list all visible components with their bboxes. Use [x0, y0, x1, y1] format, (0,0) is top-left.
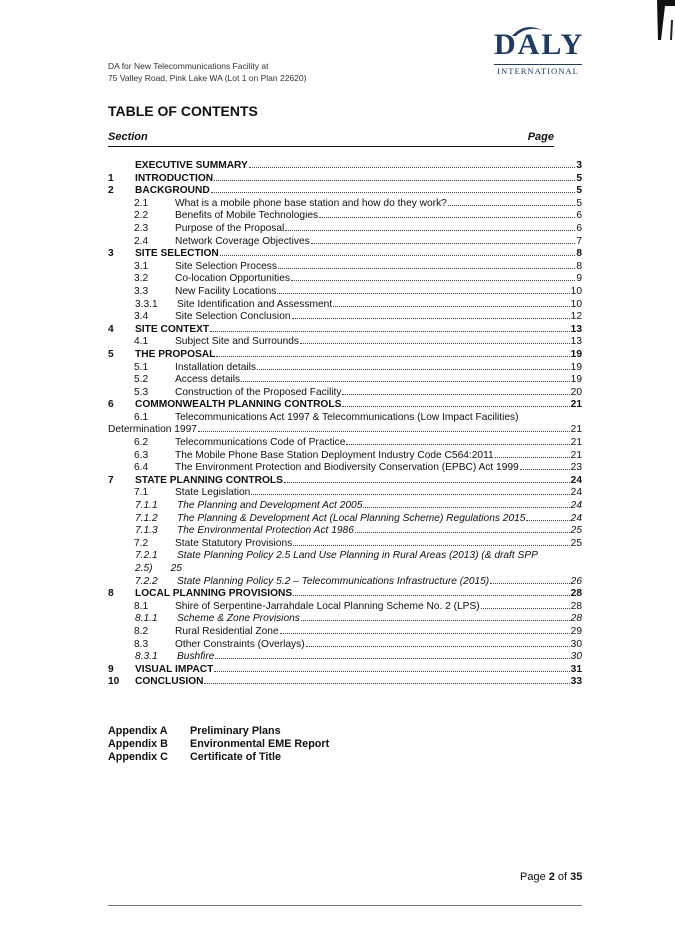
toc-entry-page: 24 [570, 487, 582, 499]
toc-entry[interactable] [108, 374, 582, 387]
toc-entry[interactable] [108, 336, 582, 349]
toc-entry-number: 7 [108, 474, 114, 486]
toc-entry-page: 24 [570, 512, 582, 524]
page-title: TABLE OF CONTENTS [108, 103, 258, 119]
dot-leader [284, 482, 570, 483]
dot-leader [490, 583, 569, 584]
toc-entry-title: SITE CONTEXT [135, 323, 210, 335]
toc-entry-title: SITE SELECTION [135, 248, 219, 260]
toc-entry-number: 3.1 [134, 260, 149, 272]
page-number [520, 871, 582, 883]
dot-leader [285, 230, 575, 231]
toc-entry-page: 9 [576, 273, 582, 285]
toc-entry-number: 5.3 [134, 386, 149, 398]
dot-leader [211, 192, 576, 193]
toc-entry[interactable] [108, 286, 582, 299]
dot-leader [220, 255, 576, 256]
toc-entry[interactable] [108, 538, 582, 551]
toc-entry-page: 5 [576, 185, 582, 197]
dot-leader [210, 331, 570, 332]
logo-word: DALY [494, 28, 585, 61]
toc-entry-title: Site Selection Conclusion [175, 311, 291, 323]
toc-entry[interactable] [108, 273, 582, 286]
toc-entry[interactable] [108, 210, 582, 223]
toc-entry-number: 2.3 [134, 222, 149, 234]
toc-entry[interactable] [108, 588, 582, 601]
toc-entry-title: Network Coverage Objectives [175, 235, 310, 247]
toc-entry[interactable] [108, 349, 582, 362]
toc-entry-number: 1 [108, 172, 114, 184]
toc-entry-title-continued: 2.5) [135, 563, 153, 574]
toc-entry[interactable] [108, 550, 582, 563]
toc-entry-continuation[interactable] [108, 563, 582, 576]
toc-entry-title: VISUAL IMPACT [135, 663, 214, 675]
dot-leader [355, 532, 570, 533]
dot-leader [278, 268, 575, 269]
toc-entry-title: State Planning Policy 2.5 Land Use Planning in Rural Areas (2013) (& draft SPP [177, 550, 538, 562]
toc-entry-page: 10 [570, 298, 582, 310]
dot-leader [342, 406, 569, 407]
toc-entry-title: EXECUTIVE SUMMARY [135, 160, 248, 171]
toc-entry-page: 21 [570, 449, 582, 461]
toc-entry-title: CONCLUSION [135, 676, 204, 688]
toc-entry-page: 23 [570, 462, 582, 474]
toc-entry[interactable] [108, 437, 582, 450]
toc-entry[interactable] [108, 160, 582, 173]
toc-entry-page: 20 [570, 386, 582, 398]
dot-leader [301, 620, 570, 621]
appendix-item[interactable] [108, 738, 329, 751]
toc-entry[interactable] [108, 399, 582, 412]
page-column-header: Page [527, 131, 554, 143]
dot-leader [215, 658, 569, 659]
toc-entry[interactable] [108, 651, 582, 664]
toc-entry-page: 5 [576, 172, 582, 184]
toc-entry-number: 7.2 [134, 537, 149, 549]
toc-entry-number: 5.2 [134, 374, 149, 386]
toc-entry-page: 10 [570, 285, 582, 297]
toc-entry-title: Installation details [175, 361, 256, 373]
toc-entry-title: LOCAL PLANNING PROVISIONS [135, 588, 293, 600]
toc-entry-title: THE PROPOSAL [135, 348, 216, 360]
toc-entry-title: Construction of the Proposed Facility [175, 386, 342, 398]
table-of-contents [108, 160, 582, 689]
appendix-title: Preliminary Plans [190, 725, 281, 737]
header-line-2: 75 Valley Road, Pink Lake WA (Lot 1 on Plan 22620) [108, 73, 307, 83]
toc-entry-page: 13 [570, 323, 582, 335]
toc-entry[interactable] [108, 475, 582, 488]
toc-entry[interactable] [108, 223, 582, 236]
dot-leader [214, 671, 569, 672]
dot-leader [291, 280, 575, 281]
dot-leader [526, 520, 569, 521]
toc-entry[interactable] [108, 324, 582, 337]
toc-entry-page: 24 [570, 474, 582, 486]
toc-entry[interactable] [108, 198, 582, 211]
toc-entry-continuation[interactable] [108, 424, 582, 437]
toc-entry-page: 30 [570, 651, 582, 663]
toc-entry[interactable] [108, 487, 582, 500]
toc-entry-title: The Mobile Phone Base Station Deployment Industry Code C564:2011 [175, 449, 494, 461]
toc-entry-title: Bushfire [177, 651, 215, 663]
toc-entry[interactable] [108, 248, 582, 261]
toc-entry-title: Co-location Opportunities [175, 273, 290, 285]
toc-entry-number: 8.3.1 [135, 651, 158, 663]
dot-leader [363, 507, 569, 508]
toc-entry-number: 9 [108, 663, 114, 675]
daly-international-logo [492, 20, 584, 76]
appendix-list [108, 725, 329, 764]
toc-entry-page: 24 [570, 500, 582, 512]
dot-leader [204, 683, 569, 684]
toc-entry[interactable] [108, 362, 582, 375]
dot-leader [448, 205, 575, 206]
header-line-1: DA for New Telecommunications Facility at [108, 61, 269, 71]
toc-entry-title: What is a mobile phone base station and how do they work? [175, 197, 447, 209]
toc-entry[interactable] [108, 261, 582, 274]
dot-leader [481, 608, 570, 609]
toc-entry-number: 3 [108, 248, 114, 260]
toc-entry[interactable] [108, 236, 582, 249]
toc-entry[interactable] [108, 387, 582, 400]
toc-entry-page: 21 [570, 437, 582, 449]
toc-entry[interactable] [108, 601, 582, 614]
toc-entry-title: STATE PLANNING CONTROLS [135, 474, 283, 486]
toc-entry-title: New Facility Locations [175, 285, 277, 297]
toc-entry-number: 3.4 [134, 311, 149, 323]
appendix-label: Appendix C [108, 751, 168, 763]
toc-entry-number: 4.1 [134, 336, 149, 348]
toc-entry-title: COMMONWEALTH PLANNING CONTROLS [135, 399, 342, 411]
toc-entry-page: 26 [570, 575, 582, 587]
dot-leader [257, 369, 570, 370]
toc-entry[interactable] [108, 500, 582, 513]
page-of: of [554, 871, 571, 883]
toc-entry-page: 19 [570, 374, 582, 386]
toc-entry-number: 7.1.2 [135, 512, 158, 524]
toc-entry-title-continued: Determination 1997 [108, 424, 197, 436]
dot-leader [311, 243, 576, 244]
toc-entry-number: 6.3 [134, 449, 149, 461]
dot-leader [241, 381, 570, 382]
toc-entry-title: INTRODUCTION [135, 172, 214, 184]
toc-entry-number: 3.2 [134, 273, 149, 285]
toc-entry-number: 3.3 [134, 285, 149, 297]
toc-entry-page: 13 [570, 336, 582, 348]
toc-entry-page: 33 [570, 676, 582, 688]
dot-leader [346, 444, 569, 445]
toc-entry-page: 5 [576, 197, 582, 209]
toc-entry[interactable] [108, 664, 582, 677]
toc-entry-number: 6.2 [134, 437, 149, 449]
toc-entry-number: 7.1 [134, 487, 149, 499]
toc-entry-page: 19 [570, 348, 582, 360]
toc-entry-number: 8.2 [134, 625, 149, 637]
toc-entry-number: 2.1 [134, 197, 149, 209]
toc-entry-page: 12 [570, 311, 582, 323]
dot-leader [277, 293, 569, 294]
toc-entry-number: 6.1 [134, 411, 149, 423]
toc-entry-title: Access details [175, 374, 241, 386]
toc-entry[interactable] [108, 613, 582, 626]
dot-leader [280, 633, 570, 634]
toc-entry-number: 2 [108, 185, 114, 197]
appendix-title: Certificate of Title [190, 751, 281, 763]
toc-entry-title: Site Identification and Assessment [177, 298, 333, 310]
toc-entry-number: 8.1.1 [135, 613, 158, 625]
toc-entry-number: 7.1.1 [135, 500, 158, 512]
logo-subtitle: INTERNATIONAL [494, 64, 582, 76]
toc-entry[interactable] [108, 676, 582, 689]
dot-leader [292, 318, 570, 319]
toc-entry[interactable] [108, 185, 582, 198]
toc-entry-page: 8 [576, 248, 582, 260]
toc-entry-number: 7.1.3 [135, 525, 158, 537]
toc-entry[interactable] [108, 311, 582, 324]
toc-entry-title: Benefits of Mobile Technologies [175, 210, 319, 222]
appendix-label: Appendix A [108, 725, 168, 737]
toc-entry-page: 6 [576, 210, 582, 222]
appendix-item[interactable] [108, 725, 329, 738]
toc-entry-page: 28 [570, 600, 582, 612]
section-column-header: Section [108, 131, 148, 143]
toc-entry-title: State Statutory Provisions [175, 537, 293, 549]
scan-edge-mark [635, 0, 675, 60]
toc-entry[interactable] [108, 513, 582, 526]
toc-entry[interactable] [108, 639, 582, 652]
toc-entry[interactable] [108, 450, 582, 463]
toc-entry-title: BACKGROUND [135, 185, 210, 197]
toc-entry[interactable] [108, 576, 582, 589]
toc-entry[interactable] [108, 626, 582, 639]
toc-entry-page: 25 [570, 537, 582, 549]
toc-entry-number: 3.3.1 [135, 298, 158, 310]
toc-entry[interactable] [108, 173, 582, 186]
toc-entry-title: State Planning Policy 5.2 – Telecommunications Infrastructure (2015) [177, 575, 490, 587]
toc-entry-title: Other Constraints (Overlays) [175, 638, 305, 650]
toc-entry-title: Rural Residential Zone [175, 625, 279, 637]
dot-leader [495, 457, 570, 458]
appendix-label: Appendix B [108, 738, 168, 750]
toc-entry-number: 2.4 [134, 235, 149, 247]
toc-entry-page: 25 [170, 563, 182, 574]
toc-entry-page: 29 [570, 625, 582, 637]
footer-rule [108, 905, 582, 906]
page-current: 2 [548, 871, 555, 883]
toc-entry-number: 10 [108, 676, 120, 688]
toc-entry-number: 5.1 [134, 361, 149, 373]
dot-leader [333, 306, 569, 307]
page-total: 35 [570, 871, 583, 883]
dot-leader [319, 217, 575, 218]
toc-entry-page: 28 [570, 588, 582, 600]
toc-entry-number: 8 [108, 588, 114, 600]
appendix-item[interactable] [108, 751, 329, 764]
dot-leader [342, 394, 569, 395]
toc-entry-page: 3 [576, 160, 582, 171]
toc-entry-title: Subject Site and Surrounds [175, 336, 300, 348]
page-prefix: Page [520, 871, 549, 883]
toc-entry[interactable] [108, 299, 582, 312]
dot-leader [520, 469, 570, 470]
dot-leader [249, 167, 576, 168]
toc-entry-page: 25 [570, 525, 582, 537]
document-header [108, 60, 306, 84]
toc-entry-title: Shire of Serpentine-Jarrahdale Local Planning Scheme No. 2 (LPS) [175, 600, 480, 612]
dot-leader [293, 545, 569, 546]
toc-entry-title: Telecommunications Act 1997 & Telecommunications (Low Impact Facilities) [175, 411, 519, 423]
toc-entry[interactable] [108, 525, 582, 538]
toc-entry-page: 31 [570, 663, 582, 675]
toc-entry-number: 7.2.1 [135, 550, 158, 562]
dot-leader [216, 356, 569, 357]
toc-entry-number: 8.1 [134, 600, 149, 612]
toc-entry-page: 6 [576, 222, 582, 234]
toc-entry-number: 8.3 [134, 638, 149, 650]
dot-leader [214, 180, 575, 181]
toc-entry-page: 28 [570, 613, 582, 625]
toc-entry-number: 4 [108, 323, 114, 335]
toc-entry-title: Telecommunications Code of Practice [175, 437, 346, 449]
toc-entry-title: The Planning & Development Act (Local Planning Scheme) Regulations 2015 [177, 512, 526, 524]
toc-entry-title: The Environment Protection and Biodiversity Conservation (EPBC) Act 1999 [175, 462, 519, 474]
dot-leader [198, 431, 570, 432]
toc-entry-title: Scheme & Zone Provisions [177, 613, 300, 625]
toc-entry-title: Purpose of the Proposal [175, 222, 285, 234]
toc-entry[interactable] [108, 412, 582, 425]
toc-entry-title: The Environmental Protection Act 1986 [177, 525, 354, 537]
dot-leader [251, 494, 569, 495]
toc-entry-title: State Legislation [175, 487, 251, 499]
dot-leader [300, 343, 570, 344]
toc-entry-page: 8 [576, 260, 582, 272]
toc-entry-page: 7 [576, 235, 582, 247]
toc-entry-page: 21 [570, 399, 582, 411]
toc-entry-number: 5 [108, 348, 114, 360]
toc-entry-page: 30 [570, 638, 582, 650]
dot-leader [293, 595, 569, 596]
toc-entry-number: 6 [108, 399, 114, 411]
toc-entry-number: 6.4 [134, 462, 149, 474]
toc-entry-title: The Planning and Development Act 2005 [177, 500, 363, 512]
toc-entry[interactable] [108, 462, 582, 475]
toc-entry-page: 19 [570, 361, 582, 373]
toc-entry-number: 2.2 [134, 210, 149, 222]
toc-entry-page: 21 [570, 424, 582, 436]
appendix-title: Environmental EME Report [190, 738, 330, 750]
toc-entry-title: Site Selection Process [175, 260, 277, 272]
toc-entry-number: 7.2.2 [135, 575, 158, 587]
toc-column-headers [108, 131, 554, 147]
dot-leader [306, 646, 570, 647]
